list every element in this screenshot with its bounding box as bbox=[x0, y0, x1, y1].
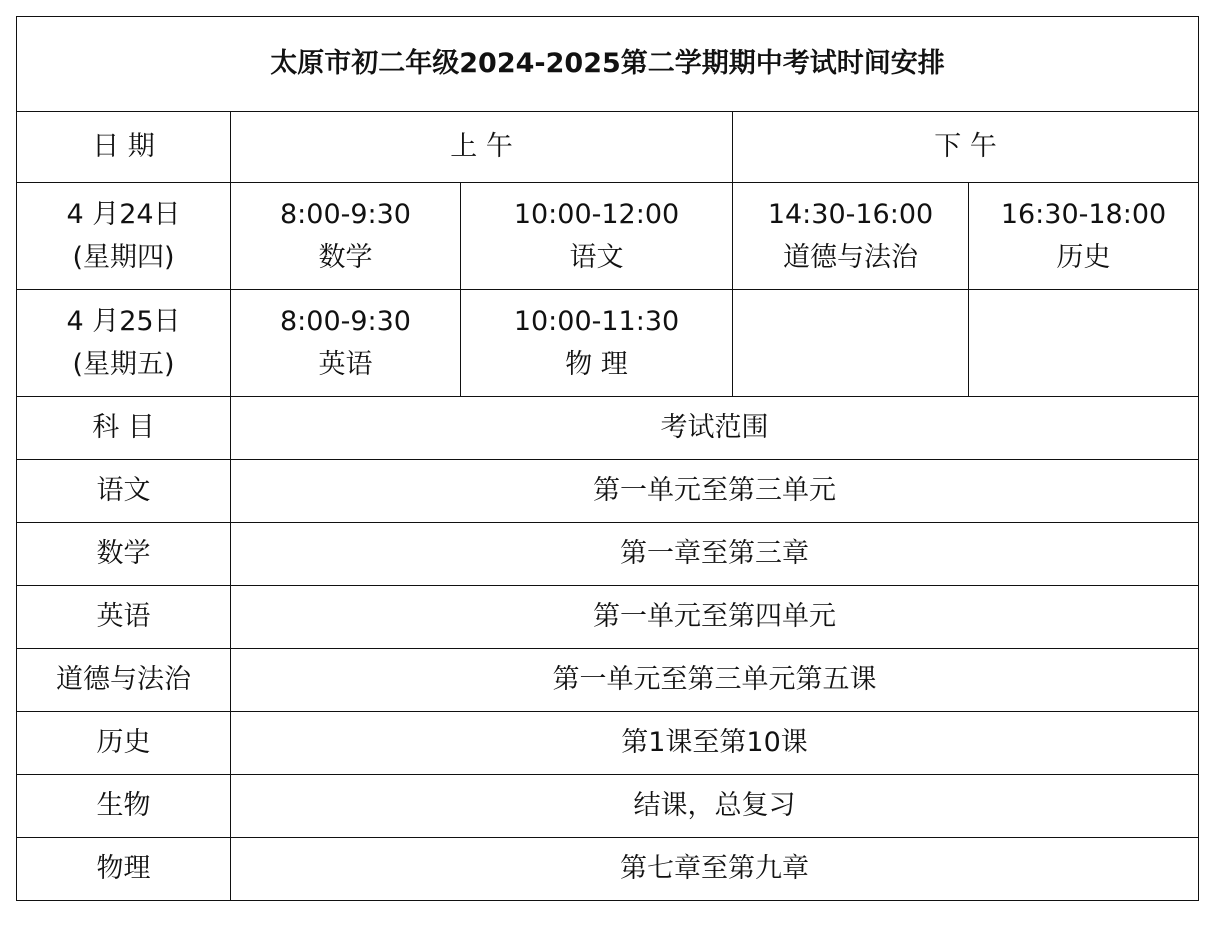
empty-slot bbox=[969, 290, 1199, 397]
scope-row bbox=[17, 460, 1199, 523]
morning-header: 上 午 bbox=[231, 112, 733, 183]
title-row bbox=[17, 17, 1199, 112]
afternoon-header: 下 午 bbox=[733, 112, 1199, 183]
exam-time: 8:00-9:30 bbox=[279, 198, 411, 230]
exam-subject: 道德与法治 bbox=[783, 242, 918, 273]
weekday-text: (星期四) bbox=[72, 242, 175, 273]
scope-row bbox=[17, 712, 1199, 775]
day-row-friday bbox=[17, 290, 1199, 397]
exam-time: 14:30-16:00 bbox=[767, 198, 934, 230]
scope-row bbox=[17, 838, 1199, 901]
exam-slot bbox=[231, 183, 461, 290]
exam-subject: 物 理 bbox=[565, 349, 628, 380]
exam-subject: 英语 bbox=[318, 349, 373, 380]
exam-subject: 数学 bbox=[318, 242, 373, 273]
scope-range: 第一单元至第三单元第五课 bbox=[231, 649, 1199, 712]
scope-subject: 英语 bbox=[17, 586, 231, 649]
subject-header: 科 目 bbox=[17, 397, 231, 460]
table-title: 太原市初二年级2024-2025第二学期期中考试时间安排 bbox=[17, 17, 1199, 112]
date-cell bbox=[17, 183, 231, 290]
exam-slot bbox=[969, 183, 1199, 290]
scope-row bbox=[17, 586, 1199, 649]
exam-time: 8:00-9:30 bbox=[279, 305, 411, 337]
scope-range: 第七章至第九章 bbox=[231, 838, 1199, 901]
exam-time: 10:00-11:30 bbox=[513, 305, 680, 337]
scope-range: 第1课至第10课 bbox=[231, 712, 1199, 775]
exam-slot bbox=[231, 290, 461, 397]
exam-time: 10:00-12:00 bbox=[513, 198, 680, 230]
exam-subject: 语文 bbox=[569, 242, 624, 273]
exam-slot bbox=[461, 290, 733, 397]
scope-row bbox=[17, 523, 1199, 586]
date-header: 日 期 bbox=[17, 112, 231, 183]
date-cell bbox=[17, 290, 231, 397]
scope-range: 第一单元至第三单元 bbox=[231, 460, 1199, 523]
scope-row bbox=[17, 775, 1199, 838]
empty-slot bbox=[733, 290, 969, 397]
exam-subject: 历史 bbox=[1056, 242, 1111, 273]
scope-subject: 数学 bbox=[17, 523, 231, 586]
scope-subject: 生物 bbox=[17, 775, 231, 838]
exam-time: 16:30-18:00 bbox=[1000, 198, 1167, 230]
date-text: 4 月24日 bbox=[66, 198, 181, 230]
exam-schedule-table bbox=[16, 16, 1199, 901]
scope-range: 第一单元至第四单元 bbox=[231, 586, 1199, 649]
weekday-text: (星期五) bbox=[72, 349, 175, 380]
scope-header: 考试范围 bbox=[231, 397, 1199, 460]
exam-slot bbox=[733, 183, 969, 290]
scope-range: 第一章至第三章 bbox=[231, 523, 1199, 586]
exam-slot bbox=[461, 183, 733, 290]
scope-range: 结课，总复习 bbox=[231, 775, 1199, 838]
time-header-row bbox=[17, 112, 1199, 183]
scope-header-row bbox=[17, 397, 1199, 460]
scope-subject: 道德与法治 bbox=[17, 649, 231, 712]
date-text: 4 月25日 bbox=[66, 305, 181, 337]
scope-subject: 历史 bbox=[17, 712, 231, 775]
scope-subject: 语文 bbox=[17, 460, 231, 523]
scope-row bbox=[17, 649, 1199, 712]
day-row-thursday bbox=[17, 183, 1199, 290]
scope-subject: 物理 bbox=[17, 838, 231, 901]
